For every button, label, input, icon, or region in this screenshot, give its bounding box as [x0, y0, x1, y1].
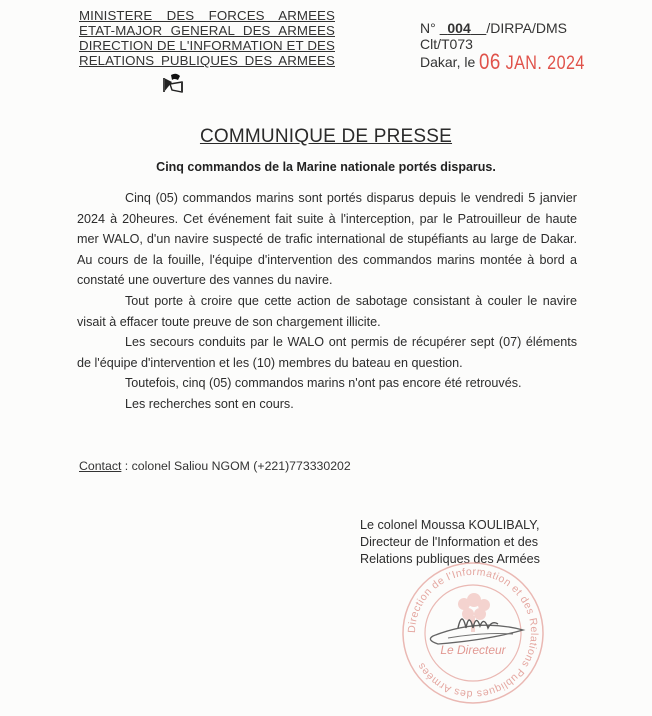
contact-label: Contact [79, 459, 122, 473]
svg-text:Direction de l'Information et: Direction de l'Information et des Relations Publiques des Armées [405, 565, 541, 701]
institution-line: ETAT-MAJOR GENERAL DES ARMEES [79, 23, 335, 38]
reference-suffix: /DIRPA/DMS [486, 20, 567, 36]
institution-header [79, 8, 335, 68]
date-line [420, 49, 620, 74]
reference-block [420, 20, 620, 74]
paragraph: Les recherches sont en cours. [125, 396, 294, 411]
stamp-center-text: Le Directeur [440, 643, 506, 657]
page-title: COMMUNIQUE DE PRESSE [199, 126, 453, 147]
institution-line: DIRECTION DE L'INFORMATION ET DES [79, 38, 335, 53]
institution-line: RELATIONS PUBLIQUES DES ARMEES [79, 53, 335, 68]
paragraph: Les secours conduits par le WALO ont permis de récupérer sept (07) éléments de l'équipe d'intervention et les (10) membres du bateau en question. [77, 335, 577, 370]
reference-number-line [420, 20, 620, 36]
signatory-line: Le colonel Moussa KOULIBALY, [360, 518, 540, 532]
classification-code: Clt/T073 [420, 36, 473, 52]
headline: Cinq commandos de la Marine nationale portés disparus. [156, 160, 496, 174]
signatory-line: Directeur de l'Information et des [360, 535, 539, 549]
contact-value: : colonel Saliou NGOM (+221)773330202 [121, 459, 351, 473]
date-stamp: 06 JAN. 2024 [479, 49, 585, 74]
dirpa-emblem-icon [162, 72, 186, 94]
institution-line: MINISTERE DES FORCES ARMEES [79, 8, 335, 23]
paragraph: Toutefois, cinq (05) commandos marins n'ont pas encore été retrouvés. [125, 376, 522, 391]
reference-prefix: N° [420, 20, 436, 36]
place-label: Dakar, le [420, 54, 476, 70]
signatory-line: Relations publiques des Armées [360, 552, 540, 566]
paragraph: Tout porte à croire que cette action de sabotage consistant à couler le navire visait à effacer toute preuve de son chargement illicite. [77, 293, 577, 329]
contact-line [79, 459, 351, 473]
reference-number: 004 [447, 20, 471, 36]
paragraph: Cinq (05) commandos marins sont portés disparus depuis le vendredi 5 janvier 2024 à 20heures. Cet événement fait suite à l'interception, par le Patrouilleur de haute mer WALO, d'un navire suspecté de trafic international de stupéfiants au large de Dakar. Au cours de la fouille, l'équipe d'intervention des commandos marins montée à bord a constaté une ouverture des vannes du navire. [77, 191, 577, 288]
official-stamp-icon [398, 558, 548, 708]
body-text [77, 188, 577, 415]
